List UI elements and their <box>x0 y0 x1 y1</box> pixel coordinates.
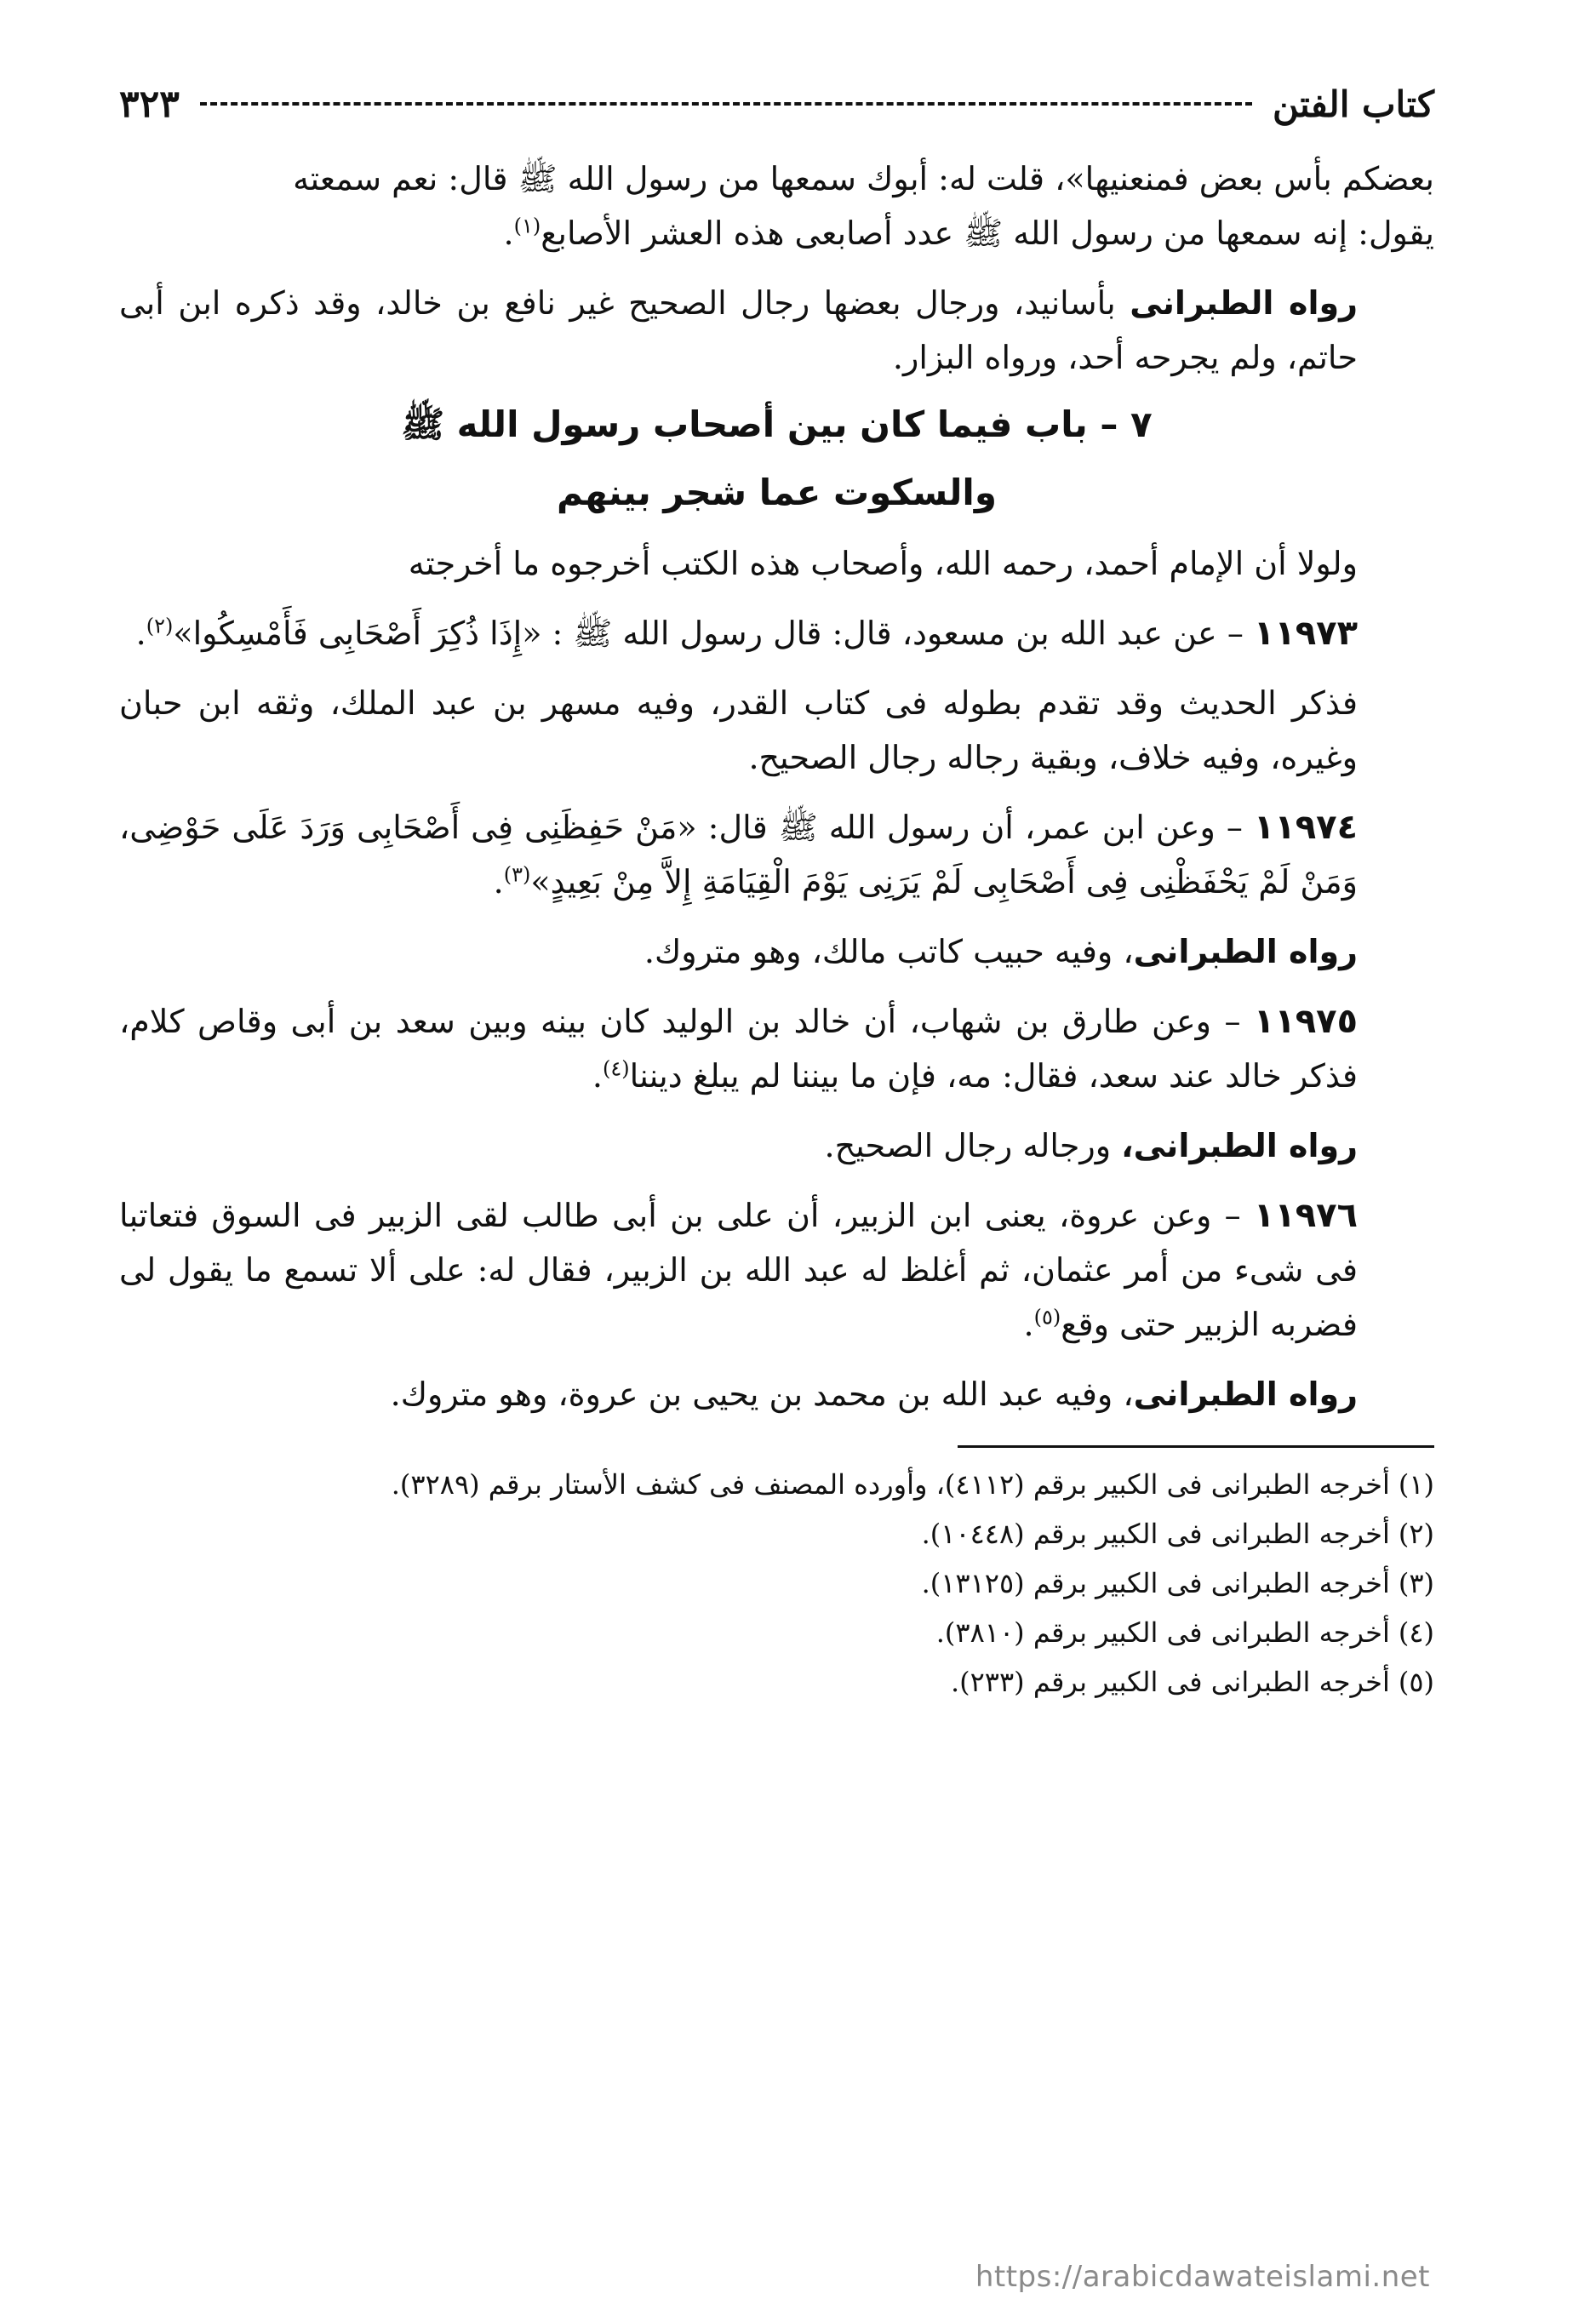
hadith-number: ١١٩٧٤ <box>1253 808 1358 847</box>
footnote-ref: (٣) <box>503 862 531 887</box>
commentary-text: فذكر الحديث وقد تقدم بطوله فى كتاب القدر، وفيه مسهر بن عبد الملك، وثقه ابن حبان وغيره، وفيه خلاف، وبقية رجاله رجال الصحيح. <box>119 684 1358 776</box>
paragraph-line: بعضكم بأس بعض فمنعنيها»، قلت له: أبوك سمعها من رسول الله ﷺ قال: نعم سمعته <box>293 160 1434 197</box>
hadith-text: ١١٩٧٦ – وعن عروة، يعنى ابن الزبير، أن على بن أبى طالب لقى الزبير فى السوق فتعاتبا فى شىء من أمر عثمان، ثم أغلظ له عبد الله بن الزبير، فقال له: على ألا تسمع ما يقول لى فضربه الزبير حتى وقع$^{(٥)}$. <box>119 1196 1358 1343</box>
narrator-label: رواه الطبرانى <box>1133 1375 1358 1413</box>
chapter-heading-line1: ٧ – باب فيما كان بين أصحاب رسول الله ﷺ <box>401 403 1153 445</box>
narration-11974 <box>119 924 1434 979</box>
footnote-4: (٤)أخرجه الطبرانى فى الكبير برقم (٣٨١٠). <box>935 1616 1434 1649</box>
footnote-ref: (٥) <box>1033 1305 1061 1330</box>
hadith-number: ١١٩٧٣ <box>1253 614 1358 653</box>
footnote-ref: (١) <box>513 214 541 238</box>
narration-note: رواه الطبرانى، وفيه عبد الله بن محمد بن يحيى بن عروة، وهو متروك. <box>390 1375 1358 1413</box>
intro-block <box>119 536 1434 591</box>
hadith-text: ١١٩٧٣ – عن عبد الله بن مسعود، قال: قال رسول الله ﷺ : «إِذَا ذُكِرَ أَصْحَابِى فَأَمْسِكُوا»$^{(٢)}$. <box>135 614 1358 653</box>
narrator-label: رواه الطبرانى <box>1130 284 1358 322</box>
book-page <box>119 68 1434 2281</box>
running-header <box>119 68 1434 140</box>
narration-note: رواه الطبرانى، وفيه حبيب كاتب مالك، وهو متروك. <box>644 933 1358 970</box>
commentary-11973 <box>119 676 1434 785</box>
footnote-ref: (٤) <box>603 1056 630 1081</box>
hadith-11976 <box>119 1188 1434 1352</box>
hadith-text: ١١٩٧٤ – وعن ابن عمر، أن رسول الله ﷺ قال: «مَنْ حَفِظَنِى فِى أَصْحَابِى وَرَدَ عَلَى حَوْضِى، وَمَنْ لَمْ يَحْفَظْنِى فِى أَصْحَابِى لَمْ يَرَنِى يَوْمَ الْقِيَامَةِ إِلاَّ مِنْ بَعِيدٍ»$^{(٣)}$. <box>119 808 1358 901</box>
footnote-1: (١)أخرجه الطبرانى فى الكبير برقم (٤١١٢)، وأورده المصنف فى كشف الأستار برقم (٣٢٨٩). <box>391 1468 1434 1501</box>
footnote-ref: (٢) <box>146 614 174 638</box>
chapter-heading-line2: والسكوت عما شجر بينهم <box>557 472 997 513</box>
hadith-text: ١١٩٧٥ – وعن طارق بن شهاب، أن خالد بن الوليد كان بينه وبين سعد بن أبى وقاص كلام، فذكر خالد عند سعد، فقال: مه، فإن ما بيننا لم يبلغ ديننا$^{(٤)}$. <box>119 1002 1358 1095</box>
text-block-2 <box>119 276 1434 385</box>
narration-note: رواه الطبرانى بأسانيد، ورجال بعضها رجال الصحيح غير نافع بن خالد، وقد ذكره ابن أبى حاتم، ولم يجرحه أحد، ورواه البزار. <box>119 284 1358 376</box>
intro-text: ولولا أن الإمام أحمد، رحمه الله، وأصحاب هذه الكتب أخرجوه ما أخرجته <box>408 545 1358 582</box>
footnote-5: (٥)أخرجه الطبرانى فى الكبير برقم (٢٣٣). <box>950 1666 1434 1698</box>
narrator-label: رواه الطبرانى، <box>1121 1127 1358 1164</box>
narration-note: رواه الطبرانى، ورجاله رجال الصحيح. <box>824 1127 1358 1164</box>
footnotes <box>119 1460 1434 1707</box>
book-title: كتاب الفتن <box>1273 83 1434 125</box>
hadith-11975 <box>119 994 1434 1103</box>
narrator-label: رواه الطبرانى <box>1133 933 1358 970</box>
narration-11976 <box>119 1367 1434 1421</box>
paragraph-line: يقول: إنه سمعها من رسول الله ﷺ عدد أصابعى هذه العشر الأصابع$^{(١)}$. <box>503 214 1434 252</box>
page-number: ٣٢٣ <box>119 82 180 126</box>
source-watermark: https://arabicdawateislami.net <box>975 2260 1430 2294</box>
footnote-2: (٢)أخرجه الطبرانى فى الكبير برقم (١٠٤٤٨). <box>921 1518 1434 1550</box>
hadith-11974 <box>119 800 1434 909</box>
hadith-number: ١١٩٧٦ <box>1253 1196 1358 1235</box>
text-block-1 <box>119 152 1434 260</box>
footnote-3: (٣)أخرجه الطبرانى فى الكبير برقم (١٣١٢٥). <box>921 1567 1434 1599</box>
hadith-11973 <box>119 606 1434 661</box>
hadith-number: ١١٩٧٥ <box>1253 1002 1358 1041</box>
narration-11975 <box>119 1118 1434 1173</box>
footnote-separator <box>958 1445 1434 1448</box>
header-dash-rule <box>200 102 1252 106</box>
